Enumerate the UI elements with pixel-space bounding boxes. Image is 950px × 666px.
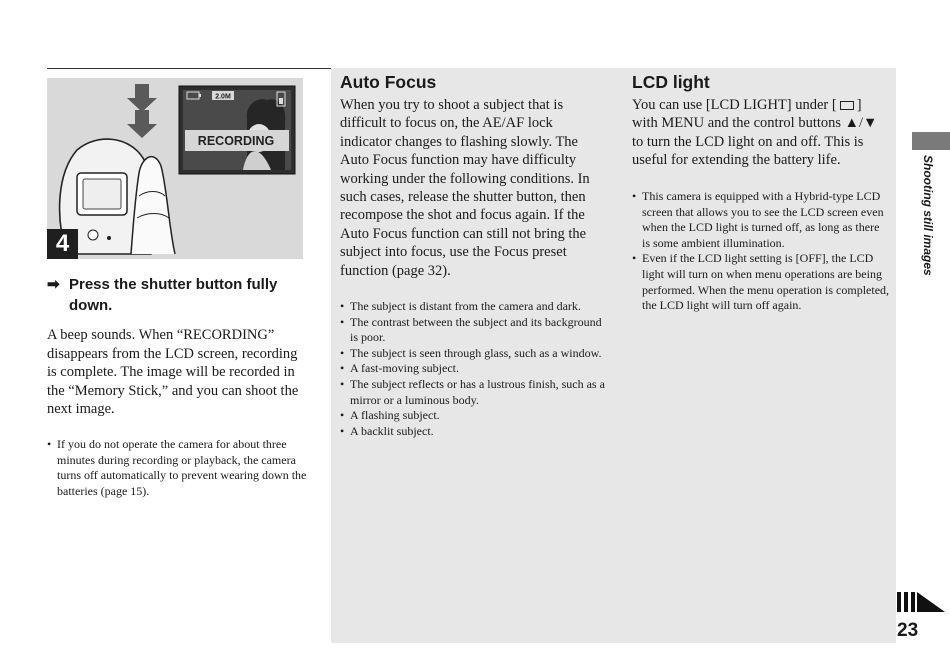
lcd-light-body xyxy=(632,96,890,170)
top-rule xyxy=(47,68,331,69)
instruction-text: Press the shutter button fully down. xyxy=(69,276,278,314)
lcd-screen-icon xyxy=(840,101,854,110)
auto-power-off-note xyxy=(47,437,309,499)
lcd-light-heading: LCD light xyxy=(632,72,710,92)
list-item: • A flashing subject. xyxy=(340,408,605,424)
list-item: • A backlit subject. xyxy=(340,424,605,440)
continued-mark-icon xyxy=(897,592,945,614)
list-item: • The subject is seen through glass, such as a window. xyxy=(340,346,605,362)
camera-illustration xyxy=(47,78,303,259)
step-result-text: A beep sounds. When “RECORDING” disappears from the LCD screen, recording is complete. The image will be recorded in the “Memory Stick,” and you can shoot the next image. xyxy=(47,327,299,417)
list-item: • The subject is distant from the camera and dark. xyxy=(340,299,605,315)
list-item: • A fast-moving subject. xyxy=(340,361,605,377)
recording-message: RECORDING xyxy=(197,134,275,148)
lcd-screen-inset xyxy=(179,86,295,174)
section-label: Shooting still images xyxy=(921,155,935,276)
section-tab xyxy=(912,132,950,150)
step-instruction xyxy=(47,274,307,316)
list-item: • The contrast between the subject and its background is poor. xyxy=(340,315,605,346)
lcd-light-notes xyxy=(632,189,890,314)
list-item: • The subject reflects or has a lustrous finish, such as a mirror or a luminous body. xyxy=(340,377,605,408)
step-number-badge: 4 xyxy=(47,229,78,259)
note-item: • If you do not operate the camera for about three minutes during recording or playback, the camera turns off automatically to prevent wearing down the batteries (page 15). xyxy=(47,437,309,499)
page-number: 23 xyxy=(897,620,919,641)
auto-focus-body: When you try to shoot a subject that is difficult to focus on, the AE/AF lock indicator changes to flashing slowly. The Auto Focus function may have difficulty working under the following conditions. In such cases, release the shutter button, then recompose the shot and focus again. If the Auto Focus function can still not bring the subject into focus, use the Focus preset function (page 32). xyxy=(340,97,590,279)
right-arrow-icon: ➡ xyxy=(47,276,60,293)
step-illustration xyxy=(47,78,303,259)
lcd-body-part2: ] with MENU and the control buttons ▲/▼ to turn the LCD light on and off. This is useful for extending the battery life. xyxy=(632,97,878,169)
lcd-body-part1: You can use [LCD LIGHT] under [ xyxy=(632,97,837,113)
resolution-badge: 2.0M xyxy=(215,93,231,101)
list-item: • This camera is equipped with a Hybrid-type LCD screen that allows you to see the LCD screen even when the LCD light is turned off, as long as there is some ambient illumination. xyxy=(632,189,890,251)
press-arrows-icon xyxy=(127,84,157,138)
list-item: • Even if the LCD light setting is [OFF], the LCD light will turn on when menu operations are being performed. When the menu operation is completed, the LCD light will turn off again. xyxy=(632,251,890,313)
auto-focus-conditions xyxy=(340,299,605,439)
auto-focus-heading: Auto Focus xyxy=(340,72,437,92)
